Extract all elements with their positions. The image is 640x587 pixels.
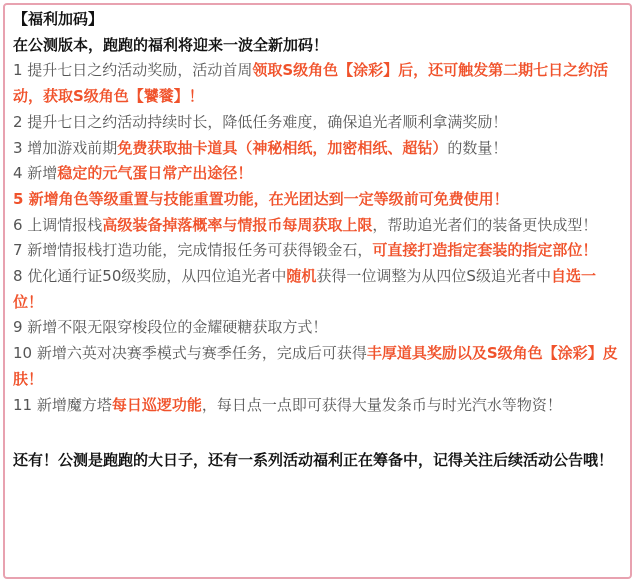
highlight-text: 5 新增角色等级重置与技能重置功能，在光团达到一定等级前可免费使用！: [13, 189, 509, 208]
item-text: 获得一位调整为从四位S级追光者中: [316, 267, 551, 286]
intro-text: 在公测版本，跑跑的福利将迎来一波全新加码！: [13, 35, 329, 54]
item-text: 的数量！: [447, 138, 508, 157]
highlight-text: 可直接打造指定套装的指定部位！: [372, 241, 598, 260]
highlight-text: 随机: [286, 267, 317, 286]
item-text: 2 提升七日之约活动持续时长，降低任务难度，确保追光者顺利拿满奖励！: [13, 112, 508, 131]
benefit-item: [13, 341, 622, 392]
highlight-text: 丰厚道具奖励以及S级角色【涂彩】皮肤！: [13, 344, 618, 388]
announcement-card: [3, 3, 632, 579]
highlight-text: 高级装备掉落概率与情报币每周获取上限: [102, 215, 373, 234]
benefit-item: [13, 393, 622, 419]
item-text: 8 优化通行证50级奖励，从四位追光者中: [13, 267, 287, 286]
item-text: 7 新增情报栈打造功能，完成情报任务可获得锻金石，: [13, 241, 373, 260]
item-text: 1 提升七日之约活动奖励，活动首周: [13, 61, 253, 80]
benefit-item: [13, 136, 622, 162]
benefit-item: [13, 161, 622, 187]
benefit-item: [13, 110, 622, 136]
highlight-text: 每日巡逻功能: [111, 395, 202, 414]
item-text: 3 增加游戏前期: [13, 138, 118, 157]
item-text: ，每日点一点即可获得大量发条币与时光汽水等物资！: [201, 395, 562, 414]
item-text: 10 新增六英对决赛季模式与赛季任务，完成后可获得: [13, 344, 367, 363]
section-title: 【福利加码】: [13, 10, 104, 28]
highlight-text: 自选一位！: [13, 267, 596, 311]
item-text: ，帮助追光者们的装备更快成型！: [372, 215, 598, 234]
highlight-text: 稳定的元气蛋日常产出途径！: [57, 164, 253, 183]
item-text: 4 新增: [13, 164, 58, 183]
benefit-item: [13, 315, 622, 341]
highlight-text: 领取S级角色【涂彩】后，还可触发第二期七日之约活动，获取S级角色【饕餮】！: [13, 61, 609, 106]
benefit-item: [13, 213, 622, 239]
item-text: 11 新增魔方塔: [13, 395, 112, 414]
closing-text: 还有！公测是跑跑的大日子，还有一系列活动福利正在筹备中，记得关注后续活动公告哦！: [13, 451, 614, 470]
benefit-list: [13, 58, 622, 418]
highlight-text: 免费获取抽卡道具（神秘相纸，加密相纸、超钻）: [117, 138, 448, 157]
benefit-item: [13, 58, 622, 109]
benefit-item: [13, 264, 622, 315]
item-text: 9 新增不限无限穿梭段位的金耀硬糖获取方式！: [13, 318, 328, 337]
benefit-item: [13, 187, 622, 213]
item-text: 6 上调情报栈: [13, 215, 103, 234]
benefit-item: [13, 238, 622, 264]
spacer: [13, 418, 622, 448]
